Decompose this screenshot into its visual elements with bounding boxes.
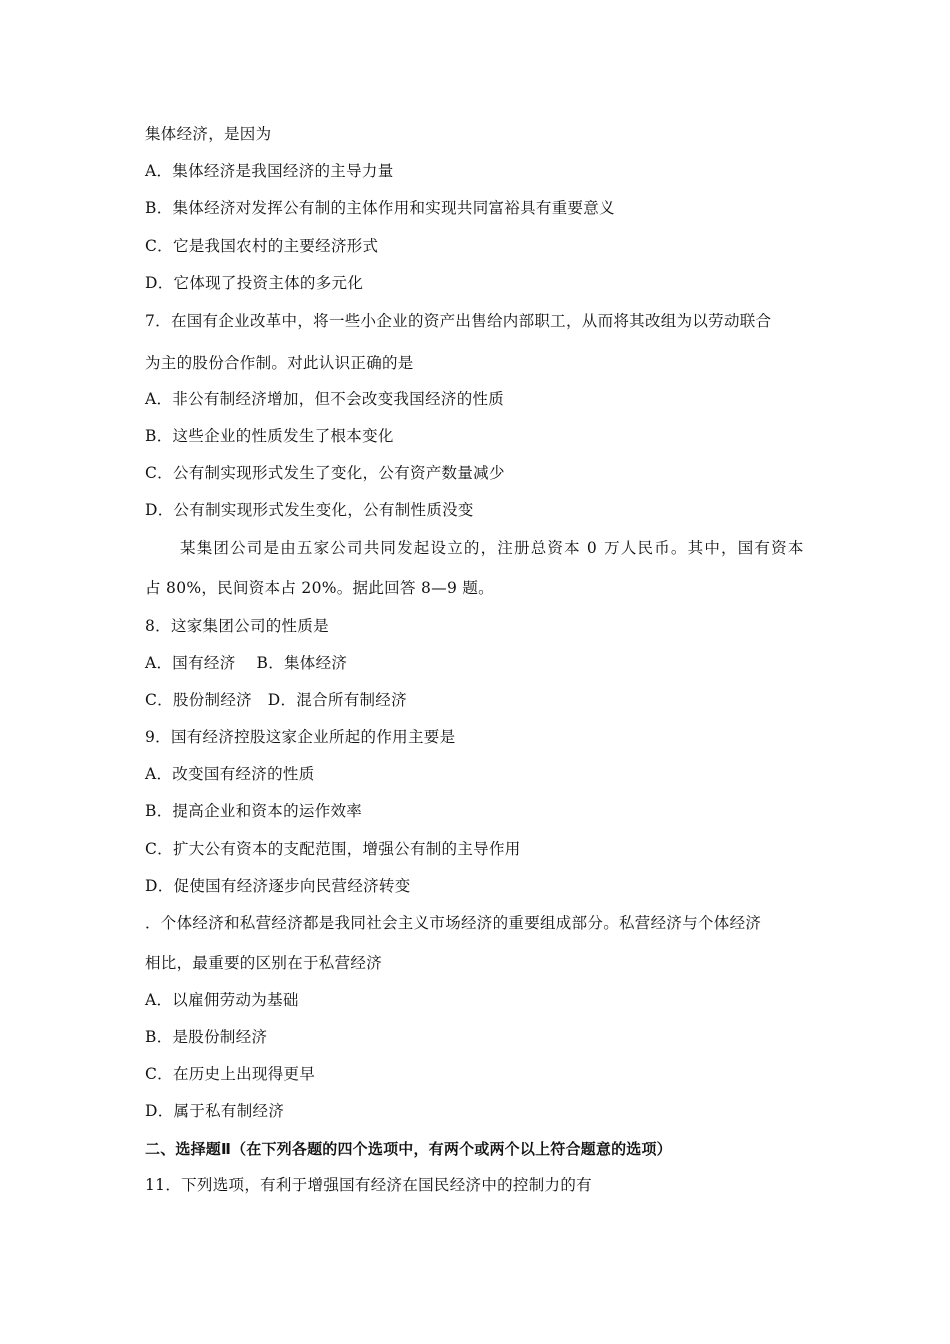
- q9-option-b: B．提高企业和资本的运作效率: [145, 802, 363, 820]
- q10-stem: ．个体经济和私营经济都是我同社会主义市场经济的重要组成部分。私营经济与个体经济: [145, 914, 762, 932]
- q8-stem: 8．这家集团公司的性质是: [145, 617, 329, 635]
- q9-option-c: C．扩大公有资本的支配范围，增强公有制的主导作用: [145, 840, 521, 858]
- q6-option-b: B．集体经济对发挥公有制的主体作用和实现共同富裕具有重要意义: [145, 199, 615, 217]
- q9-stem: 9．国有经济控股这家企业所起的作用主要是: [145, 728, 456, 746]
- q11-stem: 11．下列选项，有利于增强国有经济在国民经济中的控制力的有: [145, 1176, 592, 1194]
- q9-option-d: D．促使国有经济逐步向民营经济转变: [145, 877, 411, 895]
- q9-option-a: A．改变国有经济的性质: [145, 765, 315, 783]
- q10-option-c: C．在历史上出现得更早: [145, 1065, 316, 1083]
- q10-option-d: D．属于私有制经济: [145, 1102, 285, 1120]
- q7-stem: 7．在国有企业改革中，将一些小企业的资产出售给内部职工，从而将其改组为以劳动联合: [145, 312, 772, 330]
- q6-option-c: C．它是我国农村的主要经济形式: [145, 237, 379, 255]
- q10-option-a: A．以雇佣劳动为基础: [145, 991, 299, 1009]
- q7-option-a: A．非公有制经济增加，但不会改变我国经济的性质: [145, 390, 505, 408]
- q10-option-b: B．是股份制经济: [145, 1028, 268, 1046]
- q6-option-d: D．它体现了投资主体的多元化: [145, 274, 364, 292]
- q10-stem-continuation: 相比，最重要的区别在于私营经济: [145, 954, 383, 972]
- q6-option-a: A．集体经济是我国经济的主导力量: [145, 162, 394, 180]
- q8-options-ab: A．国有经济 B．集体经济: [145, 654, 348, 672]
- q7-stem-continuation: 为主的股份合作制。对此认识正确的是: [145, 354, 414, 372]
- q6-stem-continuation: 集体经济，是因为: [145, 125, 272, 143]
- material-paragraph: 某集团公司是由五家公司共同发起设立的，注册总资本 0 万人民币。其中，国有资本: [180, 539, 805, 557]
- q7-option-c: C．公有制实现形式发生了变化，公有资产数量减少: [145, 464, 505, 482]
- q7-option-d: D．公有制实现形式发生变化，公有制性质没变: [145, 501, 474, 519]
- material-paragraph-continuation: 占 80%，民间资本占 20%。据此回答 8—9 题。: [145, 579, 494, 597]
- section-heading: 二、选择题Ⅱ（在下列各题的四个选项中，有两个或两个以上符合题意的选项）: [145, 1140, 672, 1158]
- q8-options-cd: C．股份制经济 D．混合所有制经济: [145, 691, 407, 709]
- q7-option-b: B．这些企业的性质发生了根本变化: [145, 427, 394, 445]
